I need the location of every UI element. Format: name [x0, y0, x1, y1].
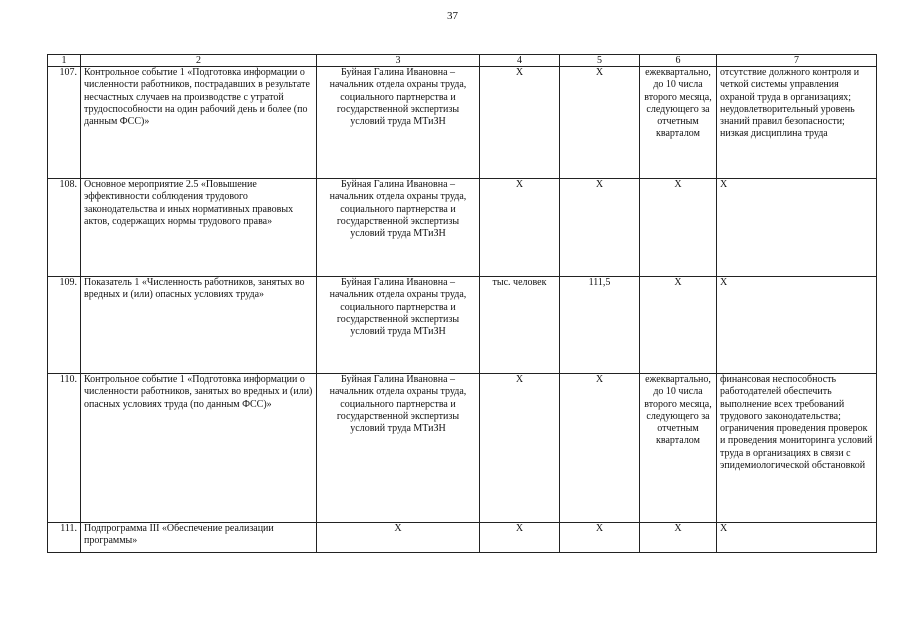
- row-number: 108.: [48, 179, 81, 277]
- header-row: [48, 55, 877, 67]
- row-number: 111.: [48, 523, 81, 553]
- table-row: [48, 374, 877, 523]
- event-name: Подпрограмма III «Обеспечение реализации программы»: [81, 523, 317, 553]
- value-cell: Х: [560, 179, 640, 277]
- header-cell: 5: [560, 55, 640, 67]
- page-number: 37: [447, 10, 458, 22]
- value-cell: Х: [560, 523, 640, 553]
- header-cell: 3: [317, 55, 480, 67]
- event-name: Контрольное событие 1 «Подготовка информации о численности работников, занятых во вредных и (или) опасных условиях труда (по данным ФСС)»: [81, 374, 317, 523]
- risks-cell: Х: [717, 523, 877, 553]
- header-cell: 7: [717, 55, 877, 67]
- row-number: 109.: [48, 277, 81, 374]
- risks-cell: Х: [717, 179, 877, 277]
- event-name: Основное мероприятие 2.5 «Повышение эффективности соблюдения трудового законодательства и иных нормативных правовых актов, содержащих нормы трудового права»: [81, 179, 317, 277]
- deadline-cell: ежеквартально, до 10 числа второго месяца, следующего за отчетным кварталом: [640, 67, 717, 179]
- unit-cell: Х: [480, 374, 560, 523]
- unit-cell: Х: [480, 179, 560, 277]
- event-name: Показатель 1 «Численность работников, занятых во вредных и (или) опасных условиях труда»: [81, 277, 317, 374]
- row-number: 110.: [48, 374, 81, 523]
- header-cell: 4: [480, 55, 560, 67]
- header-cell: 1: [48, 55, 81, 67]
- deadline-cell: Х: [640, 523, 717, 553]
- risks-cell: финансовая неспособность работодателей обеспечить выполнение всех требований трудового законодательства; ограничения проведения проверок и проведения мониторинга условий труда в организациях в связи с эпидемиологической обстановкой: [717, 374, 877, 523]
- table-row: [48, 67, 877, 179]
- unit-cell: тыс. человек: [480, 277, 560, 374]
- unit-cell: Х: [480, 67, 560, 179]
- table-row: [48, 523, 877, 553]
- responsible-person: Буйная Галина Ивановна – начальник отдела охраны труда, социального партнерства и государственной экспертизы условий труда МТиЗН: [317, 179, 480, 277]
- responsible-person: Х: [317, 523, 480, 553]
- deadline-cell: Х: [640, 179, 717, 277]
- risks-cell: Х: [717, 277, 877, 374]
- unit-cell: Х: [480, 523, 560, 553]
- deadline-cell: ежеквартально, до 10 числа второго месяца, следующего за отчетным кварталом: [640, 374, 717, 523]
- deadline-cell: Х: [640, 277, 717, 374]
- responsible-person: Буйная Галина Ивановна – начальник отдела охраны труда, социального партнерства и государственной экспертизы условий труда МТиЗН: [317, 67, 480, 179]
- value-cell: Х: [560, 67, 640, 179]
- table-row: [48, 179, 877, 277]
- table-row: [48, 277, 877, 374]
- event-name: Контрольное событие 1 «Подготовка информации о численности работников, пострадавших в результате несчастных случаев на производстве с утратой трудоспособности на один рабочий день и более (по данным ФСС)»: [81, 67, 317, 179]
- responsible-person: Буйная Галина Ивановна – начальник отдела охраны труда, социального партнерства и государственной экспертизы условий труда МТиЗН: [317, 277, 480, 374]
- row-number: 107.: [48, 67, 81, 179]
- header-cell: 2: [81, 55, 317, 67]
- value-cell: Х: [560, 374, 640, 523]
- program-table: [47, 54, 877, 553]
- risks-cell: отсутствие должного контроля и четкой системы управления охраной труда в организациях; неудовлетворительный уровень знаний правил безопасности; низкая дисциплина труда: [717, 67, 877, 179]
- responsible-person: Буйная Галина Ивановна – начальник отдела охраны труда, социального партнерства и государственной экспертизы условий труда МТиЗН: [317, 374, 480, 523]
- value-cell: 111,5: [560, 277, 640, 374]
- header-cell: 6: [640, 55, 717, 67]
